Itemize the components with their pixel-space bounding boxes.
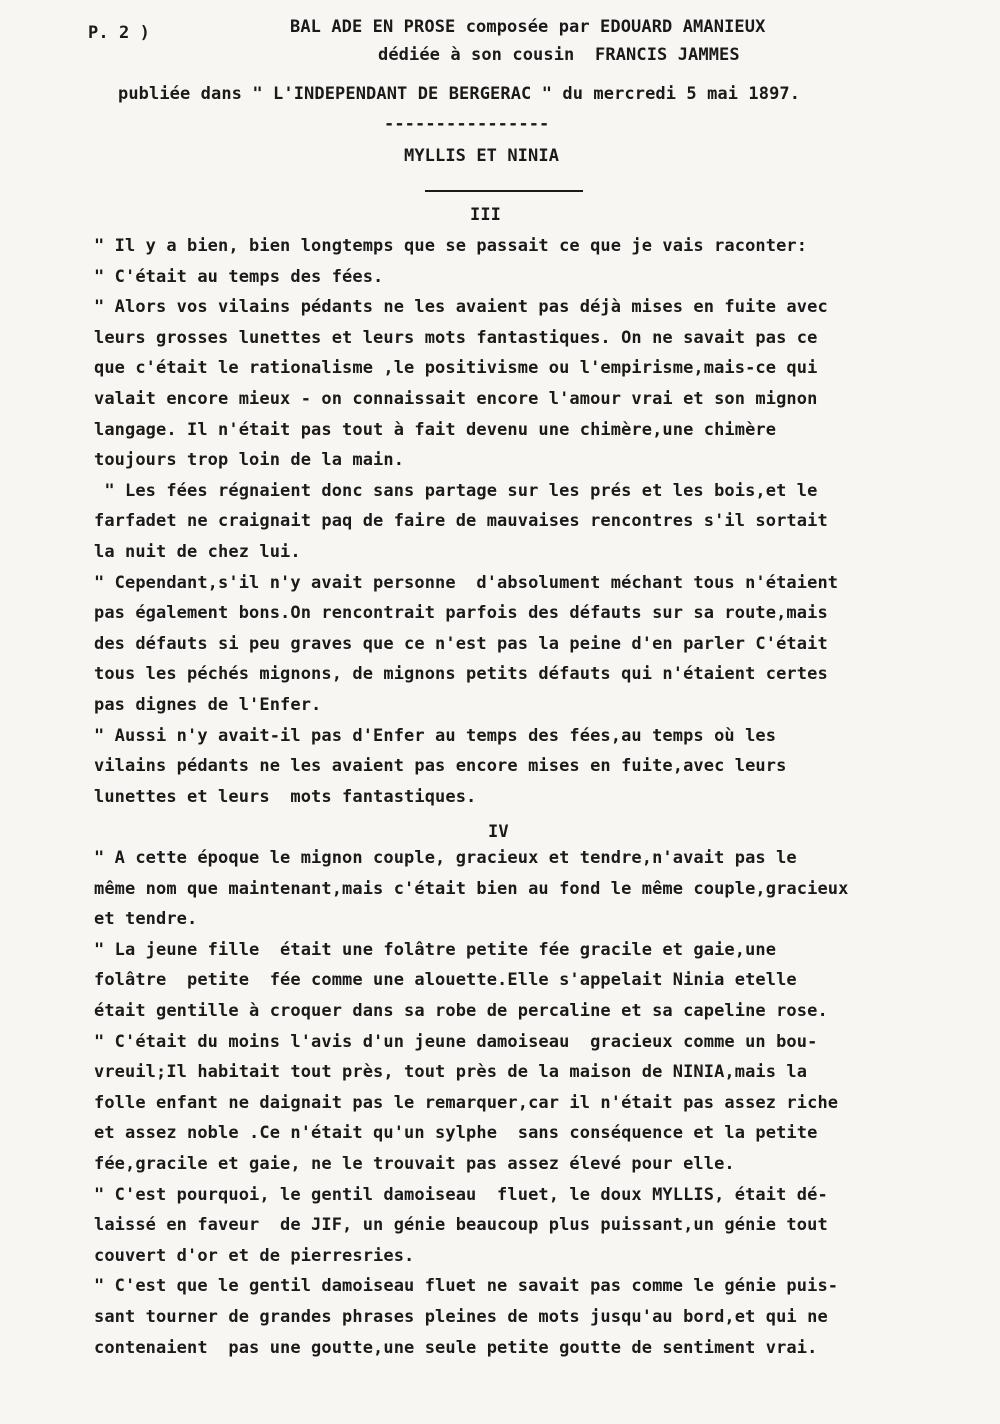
story-title: MYLLIS ET NINIA (404, 146, 560, 166)
header-line-2: dédiée à son cousin FRANCIS JAMMES (378, 45, 740, 65)
title-underline (425, 190, 583, 192)
text-line: vreuil;Il habitait tout près, tout près de la maison de NINIA,mais la (94, 1062, 808, 1083)
text-line: tous les péchés mignons, de mignons petits défauts qui n'étaient certes (94, 664, 828, 685)
text-line: folle enfant ne daignait pas le remarquer,car il n'était pas assez riche (94, 1092, 839, 1113)
section-heading-iv: IV (488, 822, 509, 842)
text-line: " La jeune fille était une folâtre petite fée gracile et gaie,une (94, 939, 777, 960)
text-line: " A cette époque le mignon couple, gracieux et tendre,n'avait pas le (94, 848, 797, 868)
text-line: fée,gracile et gaie, ne le trouvait pas assez élevé pour elle. (94, 1154, 735, 1174)
text-line: des défauts si peu graves que ce n'est pas la peine d'en parler C'était (94, 633, 828, 654)
text-line: " Cependant,s'il n'y avait personne d'absolument méchant tous n'étaient (94, 572, 839, 593)
text-line: " C'est pourquoi, le gentil damoiseau fluet, le doux MYLLIS, était dé- (94, 1184, 828, 1205)
text-line: " C'était au temps des fées. (94, 266, 384, 287)
text-line: lunettes et leurs mots fantastiques. (94, 786, 477, 807)
text-line: folâtre petite fée comme une alouette.Elle s'appelait Ninia etelle (94, 970, 797, 991)
text-line: " C'est que le gentil damoiseau fluet ne savait pas comme le génie puis- (94, 1276, 839, 1297)
text-line: " C'était du moins l'avis d'un jeune damoiseau gracieux comme un bou- (94, 1031, 818, 1052)
text-line: " Il y a bien, bien longtemps que se passait ce que je vais raconter: (94, 236, 808, 256)
text-line: couvert d'or et de pierresries. (94, 1245, 415, 1266)
text-line: et assez noble .Ce n'était qu'un sylphe sans conséquence et la petite (94, 1123, 818, 1144)
text-line: que c'était le rationalisme ,le positivisme ou l'empirisme,mais-ce qui (94, 358, 818, 379)
text-line: vilains pédants ne les avaient pas encore mises en fuite,avec leurs (94, 756, 787, 777)
text-line: langage. Il n'était pas tout à fait devenu une chimère,une chimère (94, 419, 777, 440)
text-line: sant tourner de grandes phrases pleines de mots jusqu'au bord,et qui ne (94, 1307, 828, 1327)
text-line: pas dignes de l'Enfer. (94, 695, 322, 715)
header-dashes: ---------------- (384, 114, 550, 134)
text-line: toujours trop loin de la main. (94, 450, 405, 471)
text-line: " Alors vos vilains pédants ne les avaient pas déjà mises en fuite avec (94, 297, 828, 318)
text-line: valait encore mieux - on connaissait encore l'amour vrai et son mignon (94, 389, 818, 409)
section-heading-iii: III (470, 205, 502, 225)
text-line: la nuit de chez lui. (94, 542, 301, 562)
text-line: contenaient pas une goutte,une seule petite goutte de sentiment vrai. (94, 1337, 818, 1358)
text-line: même nom que maintenant,mais c'était bien au fond le même couple,gracieux (94, 878, 849, 899)
text-line: pas également bons.On rencontrait parfois des défauts sur sa route,mais (94, 603, 828, 624)
header-line-1: BAL ADE EN PROSE composée par EDOUARD AMANIEUX (290, 17, 766, 37)
text-line: farfadet ne craignait paq de faire de mauvaises rencontres s'il sortait (94, 511, 828, 532)
text-line: était gentille à croquer dans sa robe de percaline et sa capeline rose. (94, 1001, 828, 1021)
text-line: laissé en faveur de JIF, un génie beaucoup plus puissant,un génie tout (94, 1215, 828, 1236)
text-line: " Les fées régnaient donc sans partage sur les prés et les bois,et le (94, 480, 818, 501)
page-marker: P. 2 ) (88, 23, 151, 43)
text-line: " Aussi n'y avait-il pas d'Enfer au temps des fées,au temps où les (94, 725, 777, 746)
header-line-3: publiée dans " L'INDEPENDANT DE BERGERAC " du mercredi 5 mai 1897. (118, 84, 801, 104)
text-line: leurs grosses lunettes et leurs mots fantastiques. On ne savait pas ce (94, 327, 818, 348)
text-line: et tendre. (94, 909, 198, 930)
